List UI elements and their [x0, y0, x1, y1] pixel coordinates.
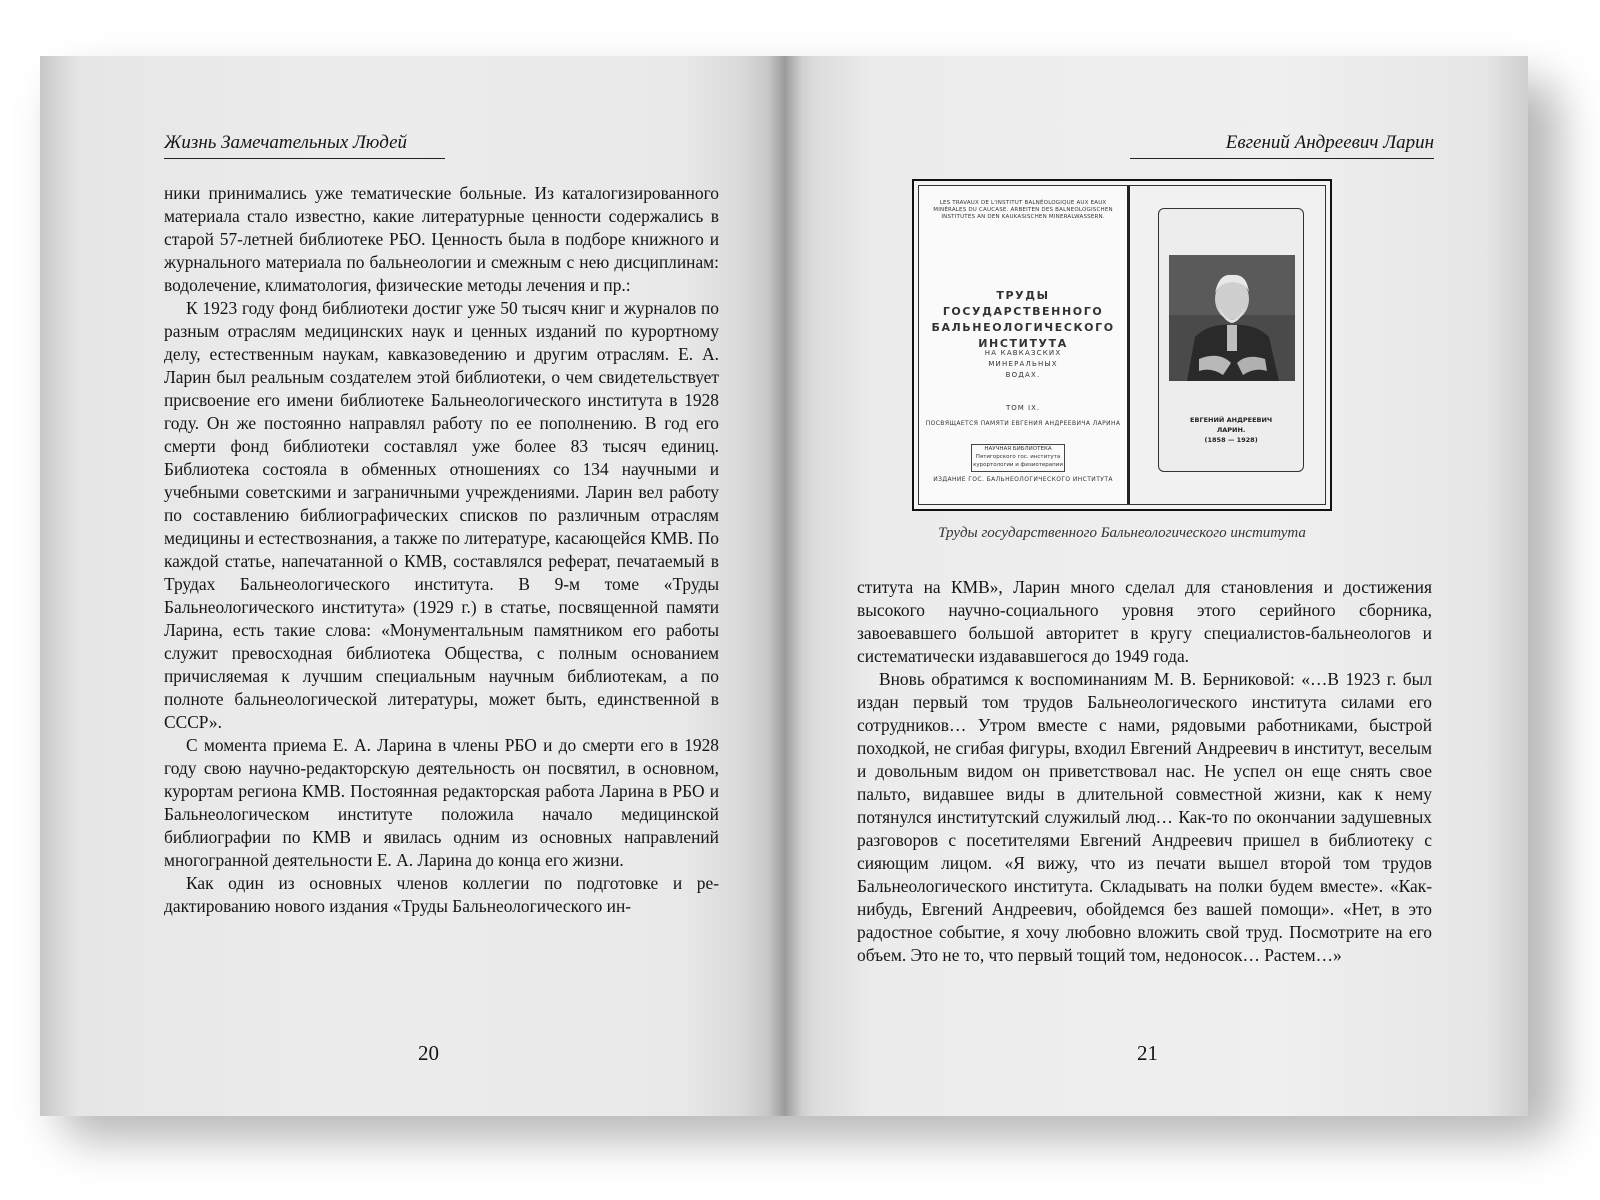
title-page-title: [927, 288, 1119, 352]
title-line: БАЛЬНЕОЛОГИЧЕСКОГО: [931, 321, 1115, 334]
figure-caption: Труды государственного Бальнеологического института: [938, 525, 1306, 541]
left-running-head: Жизнь Замечательных Людей: [164, 132, 445, 159]
portrait-caption-line: ЕВГЕНИЙ АНДРЕЕВИЧ: [1190, 416, 1273, 424]
stamp-line: Пятигорского гос. института: [975, 454, 1061, 460]
paragraph: К 1923 году фонд библиотеки достиг уже 50 тысяч книг и журналов по разным отраслям медицинских наук и ценных изданий по курортному делу, естественным наукам, кавказоведению и другим отраслям. Е. А. Ларин был реальным создателем этой библиотеки, о чем свидетельствует присвоение его имени библиотеке Бальнеологического института в 1928 году. Он же постоянно направлял работу по ее пополнению. В год его смерти фонд библиотеки составлял уже более 83 тысяч единиц. Библиотека состояла в обменных отношениях со 134 научными и учебными советскими и заграничными учреждениями. Ларин вел работу по составлению библиографических списков по различным отраслям медицины и естествознания, а также по литературе, касающейся КМВ. По каждой статье, напечатанной о КМВ, составлялся реферат, печатаемый в Трудах Бальнеологического института. В 9-м томе «Труды Бальнеологического института» (1929 г.) в статье, посвященной памяти Ларина, есть такие слова: «Монументальным памятником его работы служит превосходная библиотека Общества, с полным основанием причисляемая к лучшим специальным научным библиотекам, а по полноте бальнеологической литературы, может быть, единственной в СССР».: [164, 298, 719, 732]
right-running-head: Евгений Андреевич Ларин: [1130, 132, 1434, 159]
title-page-publisher: ИЗДАНИЕ ГОС. БАЛЬНЕОЛОГИЧЕСКОГО ИНСТИТУТА: [933, 476, 1113, 483]
subtitle-line: ВОДАХ.: [1005, 371, 1041, 379]
stamp-line: НАУЧНАЯ БИБЛИОТЕКА: [984, 446, 1052, 452]
title-page-image: [919, 186, 1130, 504]
paragraph: С момента приема Е. А. Ларина в члены РБО и до смерти его в 1928 году свою научно-редакторскую деятельность он посвятил, в основном, курортам региона КМВ. Постоянная редакторская работа Ларина в РБО и Бальнеологическом институте положила начало медицинской библиографии по КМВ и явилась одним из основных направлений многогранной деятельности Е. А. Ларина до конца его жизни.: [164, 735, 719, 870]
title-line: ИНСТИТУТА: [978, 337, 1068, 350]
right-page-number: 21: [1137, 1041, 1158, 1065]
portrait-caption: [1165, 415, 1297, 445]
book-cover-figure: [912, 179, 1332, 511]
left-page-number: 20: [418, 1041, 439, 1065]
subtitle-line: МИНЕРАЛЬНЫХ: [988, 360, 1058, 368]
figure-photo: [918, 185, 1326, 505]
portrait-caption-line: (1858 — 1928): [1204, 436, 1258, 444]
title-line: ТРУДЫ: [996, 289, 1050, 302]
paragraph: Вновь обратимся к воспоминаниям М. В. Берниковой: «…В 1923 г. был издан первый том трудов Бальнеологического института силами его сотрудников… Утром вместе с нами, рядовыми работниками, быстрой походкой, не сгибая фигуры, входил Евгений Андреевич в институт, веселым и довольным видом он приветствовал нас. Не успел он еще снять свое пальто, видавшее виды в длительной совместной жизни, как к нему потянулся институтский служилый люд… Как-то по окончании задушевных разговоров с посетителями Евгений Андреевич пришел в библиотеку с сияющим лицом. «Я вижу, что из печати вышел второй том трудов Бальнеологического института. Складывать на полки будем вместе». «Как-нибудь, Евгений Андреевич, обойдемся без вашей помощи». «Нет, в это радостное событие, я хочу любовно вложить свой труд. Посмотрите на его объем. Это не то, что первый тощий том, недоносок… Растем…»: [857, 669, 1432, 965]
portrait-frame: [1158, 208, 1304, 472]
left-body-text: [164, 182, 719, 918]
title-line: ГОСУДАРСТВЕННОГО: [942, 305, 1104, 318]
portrait-photo: [1169, 255, 1295, 381]
title-page-volume: ТОМ IX.: [1005, 404, 1041, 412]
title-page-dedication: ПОСВЯЩАЕТСЯ ПАМЯТИ ЕВГЕНИЯ АНДРЕЕВИЧА ЛАРИНА: [925, 420, 1121, 427]
paragraph: ники принимались уже тематические больные. Из каталогизированного материала стало известно, какие литературные ценности содержались в старой 57-летней библиотеке РБО. Ценность была в подборе книжного и журнального материала по бальнеологии и смежным с нею дисциплинам: водолечение, климатология, физические методы лечения и пр.:: [164, 183, 719, 295]
portrait-caption-line: ЛАРИН.: [1216, 426, 1246, 434]
library-stamp: [971, 444, 1065, 472]
portrait-page-image: [1130, 186, 1325, 504]
subtitle-line: НА КАВКАЗСКИХ: [984, 349, 1062, 357]
title-page-header-text: LES TRAVAUX DE L'INSTITUT BALNÉOLOGIQUE AUX EAUX MINÉRALES DU CAUCASE. ARBEITEN DES BALNEOLOGISCHEN INSTITUTES AN DEN KAUKASISCHEN MINERALWASSERN.: [933, 200, 1113, 220]
left-page: [40, 56, 785, 1116]
paragraph: Как один из основных членов коллегии по подготовке и редактированию нового издания «Труды Бальнеологического ин-: [164, 873, 719, 916]
right-body-text: [857, 576, 1432, 967]
paragraph: ститута на КМВ», Ларин много сделал для становления и достижения высокого научно-социального уровня этого серийного сборника, завоевавшего большой авторитет в кругу специалистов-бальнеологов и систематически издававшегося до 1949 года.: [857, 577, 1432, 666]
stamp-line: курортологии и физиотерапии: [973, 462, 1063, 468]
right-page: [785, 56, 1528, 1116]
title-page-subtitle: [927, 348, 1119, 381]
portrait-illustration: [1169, 255, 1295, 381]
book-spread: [40, 56, 1528, 1116]
